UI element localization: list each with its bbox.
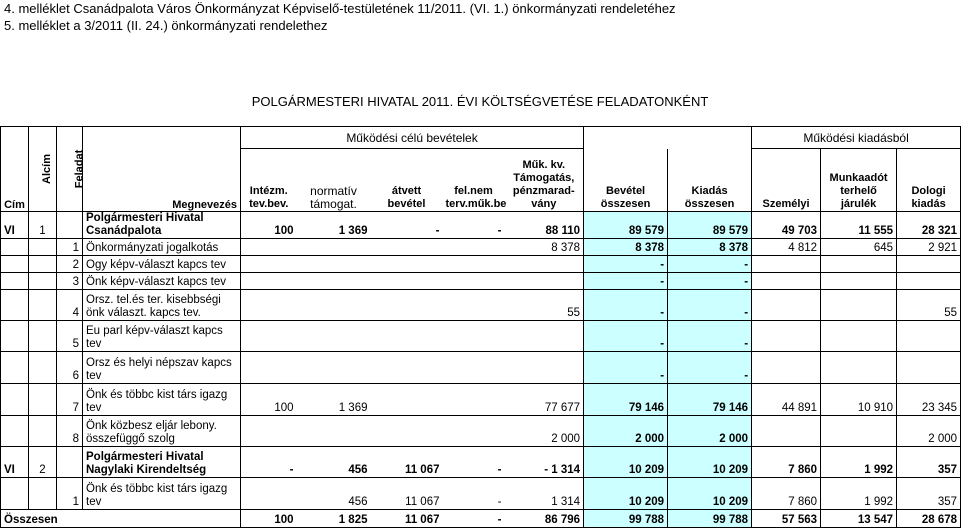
cell-munkaado — [821, 321, 897, 352]
cell-felnem: - — [443, 510, 505, 528]
col-alcim-label: Alcím — [40, 154, 53, 184]
cell-munkaado — [821, 290, 897, 321]
cell-kiadas: - — [668, 321, 752, 352]
cell-mukkv — [505, 256, 584, 273]
cell-felnem — [443, 352, 505, 384]
col-normativ: normatív támogat. — [310, 184, 357, 211]
cell-alcim — [29, 290, 57, 321]
table-row — [1, 384, 961, 416]
cell-bevetel: - — [584, 321, 668, 352]
cell-name: Önk és többc kist társ igazg tev — [83, 478, 241, 510]
cell-atvett — [371, 239, 443, 256]
cell-cim — [1, 416, 29, 447]
table-row — [1, 447, 961, 478]
cell-munkaado: 13 547 — [821, 510, 897, 528]
cell-felnem: - — [443, 212, 505, 239]
table-row — [1, 510, 961, 528]
cell-munkaado: 10 910 — [821, 384, 897, 416]
cell-kiadas: - — [668, 352, 752, 384]
group-expense: Működési kiadásból — [752, 127, 961, 149]
cell-szemelyi: 4 812 — [752, 239, 821, 256]
cell-felnem — [443, 290, 505, 321]
cell-dologi: 23 345 — [897, 384, 961, 416]
cell-feladat: 6 — [57, 352, 83, 384]
cell-alcim — [29, 384, 57, 416]
cell-alcim — [29, 416, 57, 447]
cell-normativ — [297, 290, 371, 321]
cell-feladat — [57, 212, 83, 239]
cell-dologi — [897, 321, 961, 352]
cell-name: Eu parl képv-választ kapcs tev — [83, 321, 241, 352]
cell-intezm — [241, 239, 297, 256]
cell-feladat: 5 — [57, 321, 83, 352]
cell-normativ — [297, 239, 371, 256]
cell-kiadas: - — [668, 256, 752, 273]
cell-mukkv — [505, 352, 584, 384]
cell-name: Önkormányzati jogalkotás — [83, 239, 241, 256]
cell-intezm: 100 — [241, 510, 297, 528]
cell-dologi: 2 921 — [897, 239, 961, 256]
cell-cim — [1, 384, 29, 416]
cell-feladat: 4 — [57, 290, 83, 321]
table-row — [1, 416, 961, 447]
cell-mukkv: 2 000 — [505, 416, 584, 447]
cell-mukkv: 77 677 — [505, 384, 584, 416]
cell-szemelyi — [752, 256, 821, 273]
col-felnem: fel.nem terv.műk.be — [445, 185, 507, 210]
cell-name: Összesen — [1, 510, 241, 528]
cell-szemelyi — [752, 352, 821, 384]
cell-atvett — [371, 321, 443, 352]
cell-kiadas: 99 788 — [668, 510, 752, 528]
cell-normativ — [297, 256, 371, 273]
cell-munkaado: 1 992 — [821, 447, 897, 478]
table-body — [1, 212, 961, 528]
cell-alcim: 1 — [29, 212, 57, 239]
col-atvett: átvett bevétel — [387, 185, 426, 210]
cell-bevetel: - — [584, 256, 668, 273]
cell-atvett: 11 067 — [371, 510, 443, 528]
cell-felnem: - — [443, 447, 505, 478]
cell-felnem — [443, 416, 505, 447]
cell-szemelyi: 49 703 — [752, 212, 821, 239]
cell-munkaado: 11 555 — [821, 212, 897, 239]
cell-kiadas: - — [668, 273, 752, 290]
cell-name: Önk közbesz eljár lebony. összefüggő szolg — [83, 416, 241, 447]
cell-dologi — [897, 352, 961, 384]
cell-kiadas: 2 000 — [668, 416, 752, 447]
cell-atvett — [371, 256, 443, 273]
cell-mukkv — [505, 321, 584, 352]
cell-atvett — [371, 416, 443, 447]
col-alcim — [29, 127, 57, 212]
cell-alcim — [29, 239, 57, 256]
cell-name: Polgármesteri Hivatal Csanádpalota — [83, 212, 241, 239]
cell-atvett: - — [371, 212, 443, 239]
cell-bevetel: - — [584, 352, 668, 384]
cell-alcim: 2 — [29, 447, 57, 478]
cell-feladat: 2 — [57, 256, 83, 273]
cell-cim: VI — [1, 447, 29, 478]
col-feladat-label: Feladat — [73, 149, 86, 189]
cell-kiadas: - — [668, 290, 752, 321]
cell-szemelyi: 44 891 — [752, 384, 821, 416]
cell-normativ: 1 369 — [297, 212, 371, 239]
cell-kiadas: 10 209 — [668, 478, 752, 510]
cell-name: Polgármesteri Hivatal Nagylaki Kirendeltség — [83, 447, 241, 478]
cell-szemelyi — [752, 416, 821, 447]
cell-dologi: 28 321 — [897, 212, 961, 239]
col-dologi: Dologi kiadás — [897, 149, 961, 212]
cell-dologi: 55 — [897, 290, 961, 321]
cell-felnem — [443, 321, 505, 352]
cell-normativ — [297, 416, 371, 447]
cell-cim — [1, 478, 29, 510]
group-income: Működési célú bevételek — [241, 127, 584, 149]
cell-dologi: 357 — [897, 447, 961, 478]
cell-normativ: 456 — [297, 447, 371, 478]
cell-kiadas: 8 378 — [668, 239, 752, 256]
cell-bevetel: - — [584, 273, 668, 290]
cell-intezm — [241, 321, 297, 352]
col-intezm: Intézm. tev.bev. — [241, 149, 297, 212]
cell-szemelyi — [752, 321, 821, 352]
budget-table — [0, 126, 961, 528]
cell-bevetel: 2 000 — [584, 416, 668, 447]
cell-felnem — [443, 273, 505, 290]
cell-mukkv: 88 110 — [505, 212, 584, 239]
table-row — [1, 352, 961, 384]
cell-normativ — [297, 352, 371, 384]
cell-cim — [1, 352, 29, 384]
cell-alcim — [29, 478, 57, 510]
cell-normativ: 456 — [297, 478, 371, 510]
cell-feladat — [57, 447, 83, 478]
cell-atvett — [371, 273, 443, 290]
cell-name: Önk képv-választ kapcs tev — [83, 273, 241, 290]
cell-normativ — [297, 273, 371, 290]
cell-atvett — [371, 290, 443, 321]
table-row — [1, 212, 961, 239]
cell-intezm — [241, 478, 297, 510]
cell-munkaado: 645 — [821, 239, 897, 256]
col-munkaado: Munkaadót terhelő járulék — [821, 149, 897, 212]
table-row — [1, 273, 961, 290]
cell-felnem — [443, 384, 505, 416]
cell-feladat: 3 — [57, 273, 83, 290]
cell-intezm — [241, 256, 297, 273]
header-line-1: 4. melléklet Csanádpalota Város Önkormányzat Képviselő-testületének 11/2011. (VI. 1.) önkormányzati rendeletéhez — [4, 1, 676, 16]
cell-atvett — [371, 352, 443, 384]
cell-dologi: 357 — [897, 478, 961, 510]
cell-normativ: 1 825 — [297, 510, 371, 528]
cell-mukkv: 1 314 — [505, 478, 584, 510]
cell-alcim — [29, 321, 57, 352]
header-line-2: 5. melléklet a 3/2011 (II. 24.) önkormányzati rendelethez — [4, 18, 328, 33]
cell-name: Orsz. tel.és ter. kisebbségi önk választ. kapcs tev. — [83, 290, 241, 321]
cell-mukkv: - 1 314 — [505, 447, 584, 478]
cell-alcim — [29, 273, 57, 290]
cell-dologi — [897, 273, 961, 290]
cell-cim: VI — [1, 212, 29, 239]
cell-szemelyi: 57 563 — [752, 510, 821, 528]
cell-felnem — [443, 239, 505, 256]
cell-feladat: 8 — [57, 416, 83, 447]
cell-felnem — [443, 256, 505, 273]
cell-cim — [1, 256, 29, 273]
col-kiadas: Kiadás összesen — [668, 149, 752, 212]
cell-munkaado: 1 992 — [821, 478, 897, 510]
col-cim: Cím — [1, 127, 29, 212]
cell-alcim — [29, 256, 57, 273]
cell-bevetel: 10 209 — [584, 447, 668, 478]
cell-bevetel: 10 209 — [584, 478, 668, 510]
cell-felnem: - — [443, 478, 505, 510]
cell-feladat: 1 — [57, 239, 83, 256]
cell-kiadas: 89 579 — [668, 212, 752, 239]
cell-mukkv — [505, 273, 584, 290]
cell-intezm — [241, 290, 297, 321]
cell-kiadas: 10 209 — [668, 447, 752, 478]
cell-name: Ogy képv-választ kapcs tev — [83, 256, 241, 273]
cell-mukkv: 86 796 — [505, 510, 584, 528]
cell-bevetel: 99 788 — [584, 510, 668, 528]
page-title: POLGÁRMESTERI HIVATAL 2011. ÉVI KÖLTSÉGVETÉSE FELADATONKÉNT — [251, 94, 709, 109]
cell-cim — [1, 321, 29, 352]
table-row — [1, 321, 961, 352]
table-row — [1, 290, 961, 321]
cell-intezm: 100 — [241, 212, 297, 239]
cell-munkaado — [821, 256, 897, 273]
table-row — [1, 478, 961, 510]
cell-atvett: 11 067 — [371, 447, 443, 478]
cell-munkaado — [821, 416, 897, 447]
cell-bevetel: 79 146 — [584, 384, 668, 416]
cell-bevetel: - — [584, 290, 668, 321]
table-row — [1, 256, 961, 273]
col-megnevezes: Megnevezés — [83, 127, 241, 212]
cell-intezm: 100 — [241, 384, 297, 416]
cell-cim — [1, 239, 29, 256]
col-bevetel: Bevétel összesen — [584, 149, 668, 212]
cell-normativ: 1 369 — [297, 384, 371, 416]
col-szemelyi: Személyi — [752, 149, 821, 212]
cell-dologi: 28 678 — [897, 510, 961, 528]
cell-szemelyi — [752, 273, 821, 290]
cell-dologi — [897, 256, 961, 273]
col-mukkv: Műk. kv. Támogatás, pénzmarad-vány — [512, 159, 575, 210]
cell-munkaado — [821, 352, 897, 384]
cell-cim — [1, 290, 29, 321]
cell-mukkv: 55 — [505, 290, 584, 321]
cell-mukkv: 8 378 — [505, 239, 584, 256]
cell-bevetel: 89 579 — [584, 212, 668, 239]
cell-atvett: 11 067 — [371, 478, 443, 510]
cell-munkaado — [821, 273, 897, 290]
cell-feladat: 1 — [57, 478, 83, 510]
cell-intezm: - — [241, 447, 297, 478]
cell-cim — [1, 273, 29, 290]
col-feladat — [57, 127, 86, 212]
cell-dologi: 2 000 — [897, 416, 961, 447]
cell-szemelyi — [752, 290, 821, 321]
table-row — [1, 239, 961, 256]
cell-feladat: 7 — [57, 384, 83, 416]
cell-name: Orsz és helyi népszav kapcs tev — [83, 352, 241, 384]
cell-atvett — [371, 384, 443, 416]
cell-intezm — [241, 273, 297, 290]
cell-szemelyi: 7 860 — [752, 478, 821, 510]
cell-szemelyi: 7 860 — [752, 447, 821, 478]
cell-intezm — [241, 416, 297, 447]
cell-kiadas: 79 146 — [668, 384, 752, 416]
cell-intezm — [241, 352, 297, 384]
cell-name: Önk és többc kist társ igazg tev — [83, 384, 241, 416]
cell-bevetel: 8 378 — [584, 239, 668, 256]
cell-normativ — [297, 321, 371, 352]
cell-alcim — [29, 352, 57, 384]
